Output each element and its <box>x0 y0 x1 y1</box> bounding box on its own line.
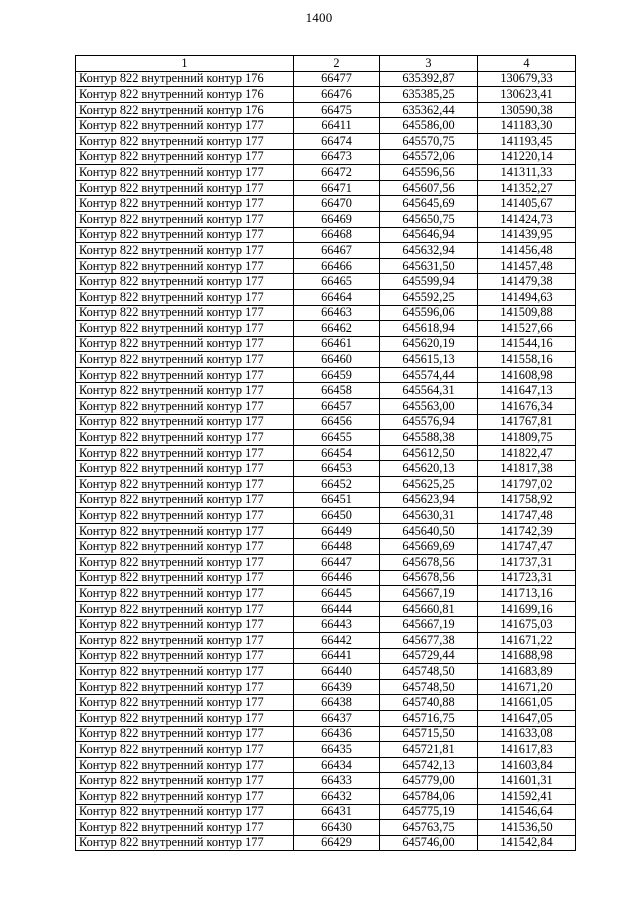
point-number-cell: 66442 <box>294 632 380 648</box>
point-number-cell: 66440 <box>294 664 380 680</box>
table-row <box>76 430 576 446</box>
contour-name-cell: Контур 822 внутренний контур 177 <box>76 180 294 196</box>
y-coordinate-cell: 141661,05 <box>478 695 576 711</box>
y-coordinate-cell: 141723,31 <box>478 570 576 586</box>
contour-name-cell: Контур 822 внутренний контур 177 <box>76 414 294 430</box>
contour-name-cell: Контур 822 внутренний контур 177 <box>76 477 294 493</box>
contour-name-cell: Контур 822 внутренний контур 177 <box>76 742 294 758</box>
x-coordinate-cell: 645678,56 <box>380 555 478 571</box>
contour-name-cell: Контур 822 внутренний контур 177 <box>76 274 294 290</box>
y-coordinate-cell: 141699,16 <box>478 601 576 617</box>
table-row <box>76 352 576 368</box>
contour-name-cell: Контур 822 внутренний контур 177 <box>76 445 294 461</box>
x-coordinate-cell: 645625,25 <box>380 477 478 493</box>
x-coordinate-cell: 645572,06 <box>380 149 478 165</box>
y-coordinate-cell: 141456,48 <box>478 243 576 259</box>
point-number-cell: 66477 <box>294 71 380 87</box>
y-coordinate-cell: 141817,38 <box>478 461 576 477</box>
point-number-cell: 66436 <box>294 726 380 742</box>
point-number-cell: 66455 <box>294 430 380 446</box>
x-coordinate-cell: 645667,19 <box>380 617 478 633</box>
table-row <box>76 492 576 508</box>
contour-name-cell: Контур 822 внутренний контур 177 <box>76 258 294 274</box>
point-number-cell: 66435 <box>294 742 380 758</box>
point-number-cell: 66459 <box>294 367 380 383</box>
table-body <box>76 71 576 851</box>
x-coordinate-cell: 645721,81 <box>380 742 478 758</box>
y-coordinate-cell: 141457,48 <box>478 258 576 274</box>
x-coordinate-cell: 645620,19 <box>380 336 478 352</box>
x-coordinate-cell: 645632,94 <box>380 243 478 259</box>
x-coordinate-cell: 645592,25 <box>380 289 478 305</box>
contour-name-cell: Контур 822 внутренний контур 176 <box>76 87 294 103</box>
y-coordinate-cell: 141683,89 <box>478 664 576 680</box>
table-row <box>76 196 576 212</box>
x-coordinate-cell: 645612,50 <box>380 445 478 461</box>
y-coordinate-cell: 130679,33 <box>478 71 576 87</box>
point-number-cell: 66461 <box>294 336 380 352</box>
table-row <box>76 695 576 711</box>
contour-name-cell: Контур 822 внутренний контур 177 <box>76 773 294 789</box>
contour-name-cell: Контур 822 внутренний контур 177 <box>76 788 294 804</box>
y-coordinate-cell: 141767,81 <box>478 414 576 430</box>
y-coordinate-cell: 141601,31 <box>478 773 576 789</box>
point-number-cell: 66452 <box>294 477 380 493</box>
x-coordinate-cell: 645563,00 <box>380 399 478 415</box>
y-coordinate-cell: 141713,16 <box>478 586 576 602</box>
x-coordinate-cell: 645746,00 <box>380 835 478 851</box>
point-number-cell: 66463 <box>294 305 380 321</box>
point-number-cell: 66456 <box>294 414 380 430</box>
column-header-4: 4 <box>478 56 576 72</box>
column-header-3: 3 <box>380 56 478 72</box>
table-row <box>76 617 576 633</box>
contour-name-cell: Контур 822 внутренний контур 177 <box>76 804 294 820</box>
table-row <box>76 336 576 352</box>
y-coordinate-cell: 141527,66 <box>478 321 576 337</box>
point-number-cell: 66444 <box>294 601 380 617</box>
point-number-cell: 66458 <box>294 383 380 399</box>
x-coordinate-cell: 645576,94 <box>380 414 478 430</box>
contour-name-cell: Контур 822 внутренний контур 177 <box>76 508 294 524</box>
point-number-cell: 66450 <box>294 508 380 524</box>
x-coordinate-cell: 635385,25 <box>380 87 478 103</box>
table-row <box>76 477 576 493</box>
table-row <box>76 648 576 664</box>
contour-name-cell: Контур 822 внутренний контур 176 <box>76 71 294 87</box>
point-number-cell: 66468 <box>294 227 380 243</box>
y-coordinate-cell: 141311,33 <box>478 165 576 181</box>
y-coordinate-cell: 141822,47 <box>478 445 576 461</box>
table-row <box>76 632 576 648</box>
x-coordinate-cell: 645779,00 <box>380 773 478 789</box>
table-row <box>76 414 576 430</box>
y-coordinate-cell: 141608,98 <box>478 367 576 383</box>
y-coordinate-cell: 141405,67 <box>478 196 576 212</box>
table-row <box>76 710 576 726</box>
x-coordinate-cell: 645775,19 <box>380 804 478 820</box>
y-coordinate-cell: 141193,45 <box>478 133 576 149</box>
y-coordinate-cell: 141183,30 <box>478 118 576 134</box>
y-coordinate-cell: 141617,83 <box>478 742 576 758</box>
contour-name-cell: Контур 822 внутренний контур 177 <box>76 227 294 243</box>
point-number-cell: 66460 <box>294 352 380 368</box>
contour-name-cell: Контур 822 внутренний контур 177 <box>76 383 294 399</box>
table-row <box>76 726 576 742</box>
table-row <box>76 788 576 804</box>
table-row <box>76 258 576 274</box>
table-row <box>76 742 576 758</box>
point-number-cell: 66471 <box>294 180 380 196</box>
contour-name-cell: Контур 822 внутренний контур 177 <box>76 820 294 836</box>
contour-name-cell: Контур 822 внутренний контур 177 <box>76 726 294 742</box>
x-coordinate-cell: 645630,31 <box>380 508 478 524</box>
y-coordinate-cell: 141675,03 <box>478 617 576 633</box>
point-number-cell: 66451 <box>294 492 380 508</box>
point-number-cell: 66447 <box>294 555 380 571</box>
x-coordinate-cell: 645618,94 <box>380 321 478 337</box>
y-coordinate-cell: 130590,38 <box>478 102 576 118</box>
x-coordinate-cell: 645607,56 <box>380 180 478 196</box>
x-coordinate-cell: 645742,13 <box>380 757 478 773</box>
y-coordinate-cell: 141742,39 <box>478 523 576 539</box>
point-number-cell: 66475 <box>294 102 380 118</box>
table-row <box>76 773 576 789</box>
point-number-cell: 66411 <box>294 118 380 134</box>
table-row <box>76 399 576 415</box>
contour-name-cell: Контур 822 внутренний контур 177 <box>76 461 294 477</box>
y-coordinate-cell: 141542,84 <box>478 835 576 851</box>
point-number-cell: 66448 <box>294 539 380 555</box>
point-number-cell: 66467 <box>294 243 380 259</box>
table-row <box>76 71 576 87</box>
contour-name-cell: Контур 822 внутренний контур 177 <box>76 367 294 383</box>
contour-name-cell: Контур 822 внутренний контур 177 <box>76 196 294 212</box>
x-coordinate-cell: 645784,06 <box>380 788 478 804</box>
contour-name-cell: Контур 822 внутренний контур 176 <box>76 102 294 118</box>
y-coordinate-cell: 141676,34 <box>478 399 576 415</box>
table-row <box>76 679 576 695</box>
x-coordinate-cell: 645716,75 <box>380 710 478 726</box>
contour-name-cell: Контур 822 внутренний контур 177 <box>76 211 294 227</box>
y-coordinate-cell: 141688,98 <box>478 648 576 664</box>
y-coordinate-cell: 141647,13 <box>478 383 576 399</box>
contour-name-cell: Контур 822 внутренний контур 177 <box>76 430 294 446</box>
contour-name-cell: Контур 822 внутренний контур 177 <box>76 835 294 851</box>
x-coordinate-cell: 645740,88 <box>380 695 478 711</box>
contour-name-cell: Контур 822 внутренний контур 177 <box>76 757 294 773</box>
table-row <box>76 445 576 461</box>
point-number-cell: 66466 <box>294 258 380 274</box>
point-number-cell: 66433 <box>294 773 380 789</box>
y-coordinate-cell: 141220,14 <box>478 149 576 165</box>
x-coordinate-cell: 645564,31 <box>380 383 478 399</box>
y-coordinate-cell: 141509,88 <box>478 305 576 321</box>
x-coordinate-cell: 645586,00 <box>380 118 478 134</box>
table-row <box>76 227 576 243</box>
table-row <box>76 180 576 196</box>
y-coordinate-cell: 141479,38 <box>478 274 576 290</box>
point-number-cell: 66439 <box>294 679 380 695</box>
point-number-cell: 66429 <box>294 835 380 851</box>
point-number-cell: 66462 <box>294 321 380 337</box>
y-coordinate-cell: 141546,64 <box>478 804 576 820</box>
y-coordinate-cell: 141558,16 <box>478 352 576 368</box>
table-row <box>76 274 576 290</box>
contour-name-cell: Контур 822 внутренний контур 177 <box>76 586 294 602</box>
y-coordinate-cell: 141797,02 <box>478 477 576 493</box>
table-row <box>76 211 576 227</box>
point-number-cell: 66443 <box>294 617 380 633</box>
contour-name-cell: Контур 822 внутренний контур 177 <box>76 617 294 633</box>
x-coordinate-cell: 645574,44 <box>380 367 478 383</box>
column-header-1: 1 <box>76 56 294 72</box>
contour-name-cell: Контур 822 внутренний контур 177 <box>76 321 294 337</box>
table-header-row <box>76 56 576 72</box>
point-number-cell: 66474 <box>294 133 380 149</box>
contour-name-cell: Контур 822 внутренний контур 177 <box>76 539 294 555</box>
contour-name-cell: Контур 822 внутренний контур 177 <box>76 555 294 571</box>
point-number-cell: 66472 <box>294 165 380 181</box>
contour-name-cell: Контур 822 внутренний контур 177 <box>76 289 294 305</box>
x-coordinate-cell: 645599,94 <box>380 274 478 290</box>
contour-name-cell: Контур 822 внутренний контур 177 <box>76 165 294 181</box>
y-coordinate-cell: 141424,73 <box>478 211 576 227</box>
y-coordinate-cell: 141647,05 <box>478 710 576 726</box>
point-number-cell: 66453 <box>294 461 380 477</box>
x-coordinate-cell: 645615,13 <box>380 352 478 368</box>
y-coordinate-cell: 141544,16 <box>478 336 576 352</box>
contour-name-cell: Контур 822 внутренний контур 177 <box>76 243 294 259</box>
x-coordinate-cell: 645623,94 <box>380 492 478 508</box>
x-coordinate-cell: 645596,56 <box>380 165 478 181</box>
point-number-cell: 66465 <box>294 274 380 290</box>
point-number-cell: 66449 <box>294 523 380 539</box>
point-number-cell: 66476 <box>294 87 380 103</box>
contour-name-cell: Контур 822 внутренний контур 177 <box>76 492 294 508</box>
table-row <box>76 757 576 773</box>
x-coordinate-cell: 645729,44 <box>380 648 478 664</box>
point-number-cell: 66431 <box>294 804 380 820</box>
table-row <box>76 243 576 259</box>
coordinates-table <box>75 55 576 851</box>
table-row <box>76 555 576 571</box>
table-row <box>76 835 576 851</box>
contour-name-cell: Контур 822 внутренний контур 177 <box>76 570 294 586</box>
point-number-cell: 66446 <box>294 570 380 586</box>
x-coordinate-cell: 645748,50 <box>380 664 478 680</box>
x-coordinate-cell: 645669,69 <box>380 539 478 555</box>
contour-name-cell: Контур 822 внутренний контур 177 <box>76 695 294 711</box>
table-row <box>76 586 576 602</box>
y-coordinate-cell: 130623,41 <box>478 87 576 103</box>
contour-name-cell: Контур 822 внутренний контур 177 <box>76 352 294 368</box>
x-coordinate-cell: 645631,50 <box>380 258 478 274</box>
x-coordinate-cell: 645660,81 <box>380 601 478 617</box>
y-coordinate-cell: 141809,75 <box>478 430 576 446</box>
point-number-cell: 66434 <box>294 757 380 773</box>
contour-name-cell: Контур 822 внутренний контур 177 <box>76 118 294 134</box>
table-row <box>76 87 576 103</box>
table-row <box>76 133 576 149</box>
x-coordinate-cell: 645570,75 <box>380 133 478 149</box>
table-row <box>76 508 576 524</box>
y-coordinate-cell: 141494,63 <box>478 289 576 305</box>
table-row <box>76 305 576 321</box>
contour-name-cell: Контур 822 внутренний контур 177 <box>76 133 294 149</box>
x-coordinate-cell: 645748,50 <box>380 679 478 695</box>
contour-name-cell: Контур 822 внутренний контур 177 <box>76 399 294 415</box>
y-coordinate-cell: 141603,84 <box>478 757 576 773</box>
point-number-cell: 66457 <box>294 399 380 415</box>
point-number-cell: 66430 <box>294 820 380 836</box>
y-coordinate-cell: 141758,92 <box>478 492 576 508</box>
contour-name-cell: Контур 822 внутренний контур 177 <box>76 305 294 321</box>
y-coordinate-cell: 141439,95 <box>478 227 576 243</box>
point-number-cell: 66473 <box>294 149 380 165</box>
point-number-cell: 66469 <box>294 211 380 227</box>
x-coordinate-cell: 645588,38 <box>380 430 478 446</box>
point-number-cell: 66438 <box>294 695 380 711</box>
contour-name-cell: Контур 822 внутренний контур 177 <box>76 149 294 165</box>
table-row <box>76 102 576 118</box>
table-row <box>76 383 576 399</box>
page-number: 1400 <box>305 10 333 25</box>
y-coordinate-cell: 141671,20 <box>478 679 576 695</box>
table-row <box>76 149 576 165</box>
x-coordinate-cell: 645596,06 <box>380 305 478 321</box>
table-row <box>76 367 576 383</box>
x-coordinate-cell: 645646,94 <box>380 227 478 243</box>
table-row <box>76 804 576 820</box>
table-row <box>76 570 576 586</box>
x-coordinate-cell: 645640,50 <box>380 523 478 539</box>
x-coordinate-cell: 645667,19 <box>380 586 478 602</box>
point-number-cell: 66432 <box>294 788 380 804</box>
point-number-cell: 66441 <box>294 648 380 664</box>
table-row <box>76 539 576 555</box>
table-row <box>76 461 576 477</box>
contour-name-cell: Контур 822 внутренний контур 177 <box>76 679 294 695</box>
x-coordinate-cell: 645763,75 <box>380 820 478 836</box>
point-number-cell: 66437 <box>294 710 380 726</box>
x-coordinate-cell: 635362,44 <box>380 102 478 118</box>
contour-name-cell: Контур 822 внутренний контур 177 <box>76 336 294 352</box>
x-coordinate-cell: 635392,87 <box>380 71 478 87</box>
y-coordinate-cell: 141747,47 <box>478 539 576 555</box>
y-coordinate-cell: 141536,50 <box>478 820 576 836</box>
table-row <box>76 165 576 181</box>
y-coordinate-cell: 141592,41 <box>478 788 576 804</box>
point-number-cell: 66470 <box>294 196 380 212</box>
x-coordinate-cell: 645678,56 <box>380 570 478 586</box>
table-row <box>76 321 576 337</box>
point-number-cell: 66464 <box>294 289 380 305</box>
table-row <box>76 118 576 134</box>
contour-name-cell: Контур 822 внутренний контур 177 <box>76 664 294 680</box>
y-coordinate-cell: 141633,08 <box>478 726 576 742</box>
point-number-cell: 66454 <box>294 445 380 461</box>
contour-name-cell: Контур 822 внутренний контур 177 <box>76 648 294 664</box>
y-coordinate-cell: 141747,48 <box>478 508 576 524</box>
contour-name-cell: Контур 822 внутренний контур 177 <box>76 632 294 648</box>
x-coordinate-cell: 645645,69 <box>380 196 478 212</box>
x-coordinate-cell: 645677,38 <box>380 632 478 648</box>
y-coordinate-cell: 141737,31 <box>478 555 576 571</box>
y-coordinate-cell: 141352,27 <box>478 180 576 196</box>
table-row <box>76 820 576 836</box>
x-coordinate-cell: 645715,50 <box>380 726 478 742</box>
contour-name-cell: Контур 822 внутренний контур 177 <box>76 710 294 726</box>
y-coordinate-cell: 141671,22 <box>478 632 576 648</box>
table-row <box>76 664 576 680</box>
column-header-2: 2 <box>294 56 380 72</box>
table-row <box>76 523 576 539</box>
x-coordinate-cell: 645650,75 <box>380 211 478 227</box>
table-row <box>76 601 576 617</box>
table-row <box>76 289 576 305</box>
contour-name-cell: Контур 822 внутренний контур 177 <box>76 523 294 539</box>
contour-name-cell: Контур 822 внутренний контур 177 <box>76 601 294 617</box>
x-coordinate-cell: 645620,13 <box>380 461 478 477</box>
point-number-cell: 66445 <box>294 586 380 602</box>
